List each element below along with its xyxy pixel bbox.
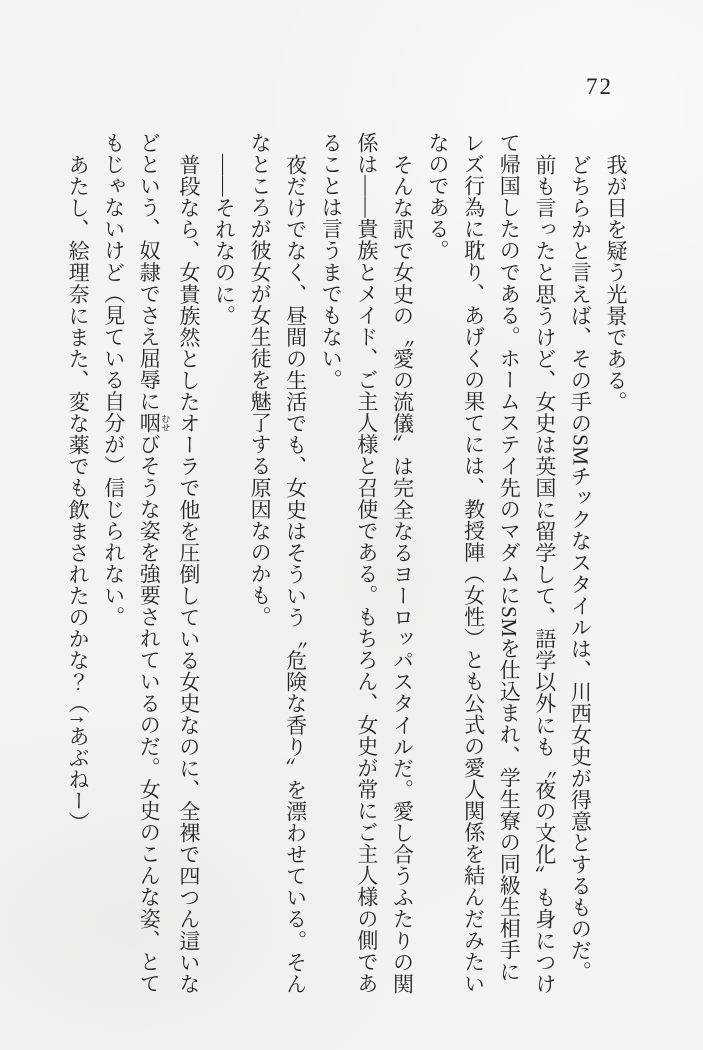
text-lines (60, 132, 634, 1038)
text-line: あたし、絵理奈にまた、変な薬でも飲まされたのかな？（↑あぶねー） (66, 153, 91, 833)
text-line: レズ行為に耽り、あげくの果てには、教授陣（女性）とも公式の愛人関係を結んだみたい (461, 132, 486, 994)
text-line: 我が目を疑う光景である。 (604, 153, 628, 413)
ruby-annotated-kanji: 咽 むせ (137, 412, 171, 434)
text-line: て帰国したのである。ホームステイ先のマダムにSMを仕込まれ、学生寮の同級生相手に (497, 132, 522, 983)
text-line: 夜だけでなく、昼間の生活でも、女史はそういう〝危険な香り〟を漂わせている。そん (283, 153, 308, 994)
text-line: そんな訳で女史の〝愛の流儀〟は完全なるヨーロッパスタイルだ。愛し合うふたりの関 (390, 153, 415, 994)
text-line: 係は――貴族とメイド、ご主人様と召使である。もちろん、女史が常にご主人様の側であ (354, 132, 379, 994)
text-line: なのである。 (426, 132, 451, 262)
text-line: なところが彼女が女生徒を魅了する原因なのかも。 (248, 132, 273, 628)
text-line: もじゃないけど（見ている自分が）信じられない。 (101, 132, 126, 628)
text-line: どという、奴隷でさえ屈辱に咽 むせびそうな姿を強要されているのだ。女史のこんな姿、とて (137, 132, 171, 995)
text-line: 普段なら、女貴族然としたオーラで他を圧倒している女史なのに、全裸で四つん這いな (176, 153, 201, 994)
text-line: 前も言ったと思うけど、女史は英国に留学して、語学以外にも〝夜の文化〟も身につけ (532, 153, 557, 994)
text-line: どちらかと言えば、その手のSMチックなスタイルは、川西女史が得意とするものだ。 (568, 153, 593, 983)
text-line: ――それなのに。 (212, 153, 237, 326)
page-number: 72 (586, 74, 613, 99)
text-line: ることは言うまでもない。 (319, 132, 344, 391)
